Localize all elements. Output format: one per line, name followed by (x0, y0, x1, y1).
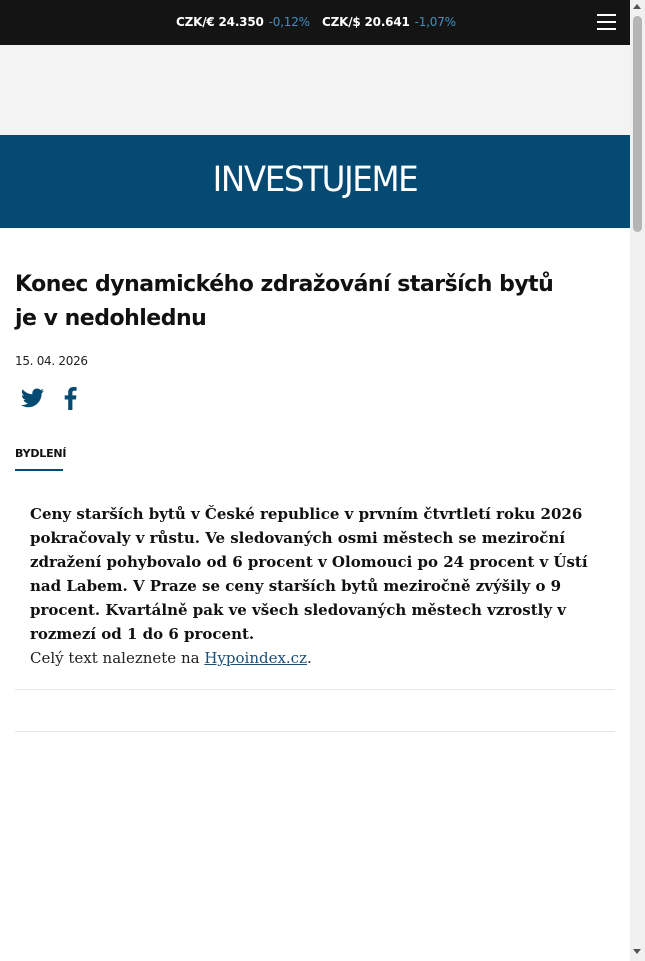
hamburger-menu-icon[interactable] (597, 14, 616, 31)
scroll-down-arrow-icon[interactable] (633, 949, 641, 954)
site-logo[interactable]: INVESTUJEME (212, 160, 418, 200)
twitter-icon[interactable] (21, 388, 44, 408)
exchange-rate-eur (176, 15, 310, 29)
scroll-up-arrow-icon[interactable] (633, 4, 641, 9)
source-suffix: . (306, 649, 312, 667)
article-lead: Ceny starších bytů v České republice v prvním čtvrtletí roku 2026 pokračovaly v růstu. Ve sledovaných osmi městech se meziroční zdražení pohybovalo od 6 procent v Olomouci po 24 procent v Ústí nad Labem. V Praze se ceny starších bytů meziročně zvýšily o 9 procent. Kvartálně pak ve všech sledovaných městech vzrostly v rozmezí od 1 do 6 procent. (30, 505, 588, 643)
scrollbar-thumb[interactable] (633, 16, 642, 232)
category-underline (15, 469, 63, 471)
exchange-rate-eur-change: -0,12% (268, 15, 310, 29)
article-date: 15. 04. 2026 (15, 354, 88, 368)
exchange-rate-usd (322, 15, 456, 29)
article-title: Konec dynamického zdražování starších bytů je v nedohlednu (15, 272, 554, 331)
facebook-icon[interactable] (64, 387, 77, 410)
source-line (30, 646, 600, 670)
ad-placeholder (0, 45, 630, 135)
source-link[interactable]: Hypoindex.cz (204, 649, 307, 667)
divider (15, 689, 615, 690)
article-body (30, 502, 600, 670)
exchange-rate-eur-value: CZK/€ 24.350 (176, 15, 264, 29)
exchange-rate-usd-value: CZK/$ 20.641 (322, 15, 410, 29)
category-link-bydleni[interactable]: BYDLENÍ (15, 447, 67, 460)
divider (15, 731, 615, 732)
exchange-rate-usd-change: -1,07% (414, 15, 456, 29)
source-prefix: Celý text naleznete na (30, 649, 205, 667)
top-bar (0, 0, 630, 45)
